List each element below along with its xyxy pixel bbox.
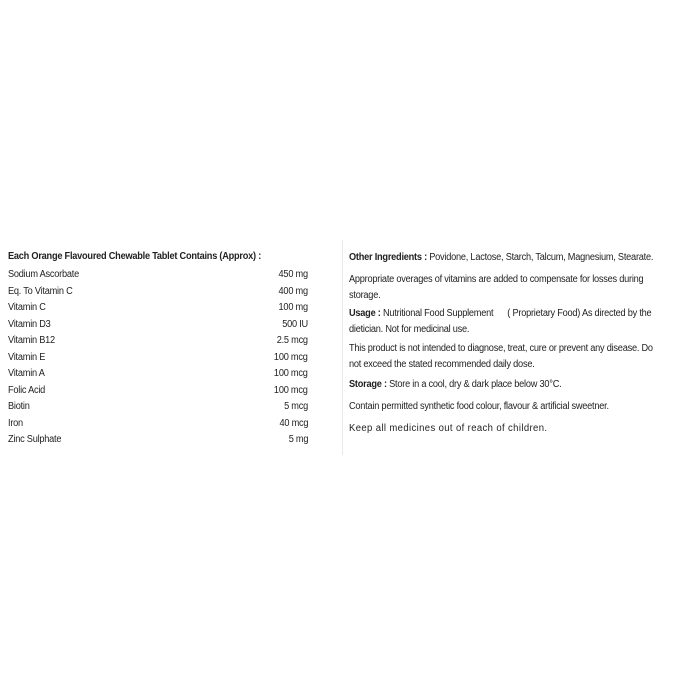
usage-note — [349, 306, 660, 341]
colour-note: Contain permitted synthetic food colour, flavour & artificial sweetner. — [349, 401, 609, 412]
nutrient-row — [8, 267, 308, 284]
other-ingredients — [349, 250, 660, 272]
overages-line-1: Appropriate overages of vitamins are added to compensate for losses during — [349, 274, 644, 285]
overages-note — [349, 272, 660, 306]
nutrient-name: Sodium Ascorbate — [8, 269, 79, 280]
nutrient-amount: 450 mg — [278, 269, 308, 280]
nutrient-amount: 2.5 mcg — [276, 335, 308, 346]
nutrient-row — [8, 399, 308, 416]
usage-line-1 — [349, 306, 660, 322]
composition-heading: Each Orange Flavoured Chewable Tablet Contains (Approx) : — [8, 251, 262, 262]
nutrient-name: Folic Acid — [8, 384, 46, 396]
nutrient-list — [8, 267, 308, 449]
nutrient-amount: 100 mcg — [274, 384, 308, 396]
nutrient-name: Vitamin D3 — [8, 318, 51, 330]
usage-line-2: dietician. Not for medicinal use. — [349, 323, 470, 335]
disclaimer-line-1: This product is not intended to diagnose, treat, cure or prevent any disease. Do — [349, 343, 653, 354]
nutrient-name: Iron — [8, 417, 23, 429]
nutrient-row — [8, 300, 308, 317]
disclaimer-line-2: not exceed the stated recommended daily dose. — [349, 358, 535, 370]
other-ingredients-label: Other Ingredients : — [349, 252, 427, 263]
label-panel — [6, 240, 684, 455]
storage-label: Storage : — [349, 379, 387, 390]
nutrient-amount: 500 IU — [282, 318, 308, 330]
composition-section — [8, 250, 308, 449]
disclaimer-note — [349, 341, 660, 377]
nutrient-name: Biotin — [8, 401, 30, 412]
storage-text: Store in a cool, dry & dark place below 30°C. — [386, 379, 562, 390]
nutrient-amount: 100 mcg — [274, 368, 308, 379]
nutrient-amount: 5 mcg — [284, 401, 308, 412]
nutrient-amount: 400 mg — [278, 285, 308, 297]
nutrient-amount: 100 mcg — [274, 351, 308, 363]
nutrient-row — [8, 366, 308, 383]
nutrient-row — [8, 416, 308, 433]
usage-label: Usage : — [349, 308, 381, 319]
storage-note — [349, 377, 660, 399]
nutrient-row — [8, 333, 308, 350]
nutrient-name: Vitamin E — [8, 351, 46, 363]
nutrient-name: Vitamin B12 — [8, 335, 55, 346]
info-section — [349, 250, 687, 437]
nutrient-row — [8, 284, 308, 301]
other-ingredients-text: Povidone, Lactose, Starch, Talcum, Magnesium, Stearate. — [426, 252, 654, 263]
nutrient-amount: 100 mg — [278, 302, 308, 313]
nutrient-name: Vitamin A — [8, 368, 45, 379]
nutrient-row — [8, 383, 308, 400]
column-divider — [342, 240, 343, 455]
children-warning: Keep all medicines out of reach of children. — [349, 423, 548, 434]
nutrient-name: Eq. To Vitamin C — [8, 285, 73, 297]
nutrient-amount: 5 mg — [288, 434, 308, 445]
nutrient-row — [8, 432, 308, 449]
nutrient-amount: 40 mcg — [279, 417, 308, 429]
nutrient-row — [8, 317, 308, 334]
nutrient-row — [8, 350, 308, 367]
overages-line-2: storage. — [349, 289, 381, 301]
nutrient-name: Vitamin C — [8, 302, 46, 313]
nutrient-name: Zinc Sulphate — [8, 434, 62, 445]
usage-text: Nutritional Food Supplement ( Proprietary Food) As directed by the — [380, 308, 652, 319]
